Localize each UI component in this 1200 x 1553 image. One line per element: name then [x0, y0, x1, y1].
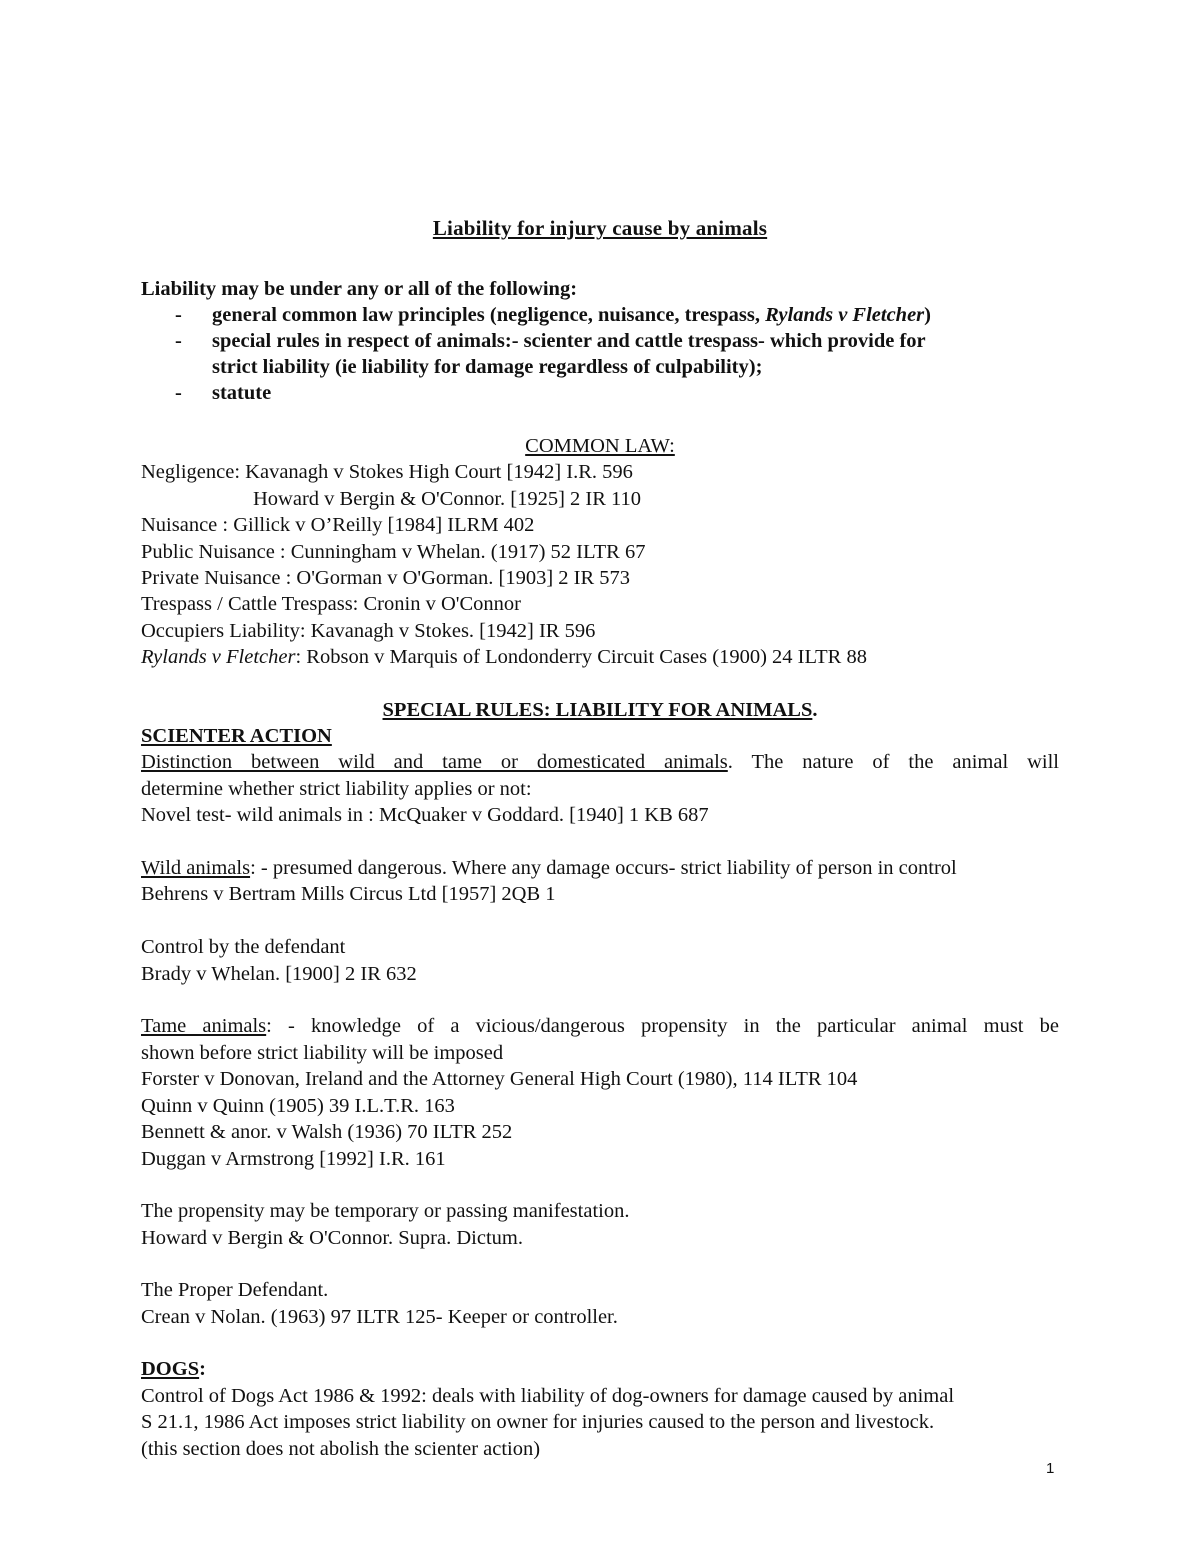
case-line: Bennett & anor. v Walsh (1936) 70 ILTR 252 [141, 1121, 513, 1143]
scienter-heading: SCIENTER ACTION [141, 725, 332, 747]
distinction-line: Distinction between wild and tame or domesticated animals. The nature of the animal will [141, 751, 1059, 773]
case-line: Quinn v Quinn (1905) 39 I.L.T.R. 163 [141, 1095, 455, 1117]
rylands-case-line: Rylands v Fletcher: Robson v Marquis of Londonderry Circuit Cases (1900) 24 ILTR 88 [141, 646, 867, 668]
case-line: Private Nuisance : O'Gorman v O'Gorman. [1903] 2 IR 573 [141, 567, 631, 589]
case-line: Trespass / Cattle Trespass: Cronin v O'Connor [141, 593, 521, 615]
bullet-dash: - [175, 304, 182, 326]
page-number: 1 [1046, 1460, 1055, 1477]
special-rules-heading: SPECIAL RULES: LIABILITY FOR ANIMALS. [382, 699, 818, 721]
wild-animals-line: Wild animals: - presumed dangerous. Where any damage occurs- strict liability of person in control [141, 857, 957, 879]
proper-defendant-line: The Proper Defendant. [141, 1279, 329, 1301]
document-title: Liability for injury cause by animals [432, 216, 768, 240]
tame-animals-line: Tame animals: - knowledge of a vicious/dangerous propensity in the particular animal must be [141, 1015, 1060, 1037]
common-law-heading: COMMON LAW: [525, 435, 675, 457]
case-line: Public Nuisance : Cunningham v Whelan. (1917) 52 ILTR 67 [141, 541, 646, 563]
case-line: Howard v Bergin & O'Connor. Supra. Dictum. [141, 1227, 523, 1249]
case-line: Behrens v Bertram Mills Circus Ltd [1957] 2QB 1 [141, 883, 556, 905]
distinction-continued: determine whether strict liability applies or not: [141, 778, 532, 800]
bullet-dash: - [175, 382, 182, 404]
rylands-italic: Rylands v Fletcher [765, 304, 925, 326]
case-line: Forster v Donovan, Ireland and the Attorney General High Court (1980), 114 ILTR 104 [141, 1068, 858, 1090]
case-line: Occupiers Liability: Kavanagh v Stokes. [1942] IR 596 [141, 620, 596, 642]
case-line: Crean v Nolan. (1963) 97 ILTR 125- Keeper or controller. [141, 1306, 618, 1328]
case-line: Duggan v Armstrong [1992] I.R. 161 [141, 1148, 446, 1170]
tame-continued: shown before strict liability will be imposed [141, 1042, 504, 1064]
case-line: Nuisance : Gillick v O’Reilly [1984] ILRM 402 [141, 514, 535, 536]
dogs-line: Control of Dogs Act 1986 & 1992: deals with liability of dog-owners for damage caused by animal [141, 1385, 955, 1407]
dogs-heading: DOGS: [141, 1358, 206, 1380]
bullet-dash: - [175, 330, 182, 352]
propensity-line: The propensity may be temporary or passing manifestation. [141, 1200, 630, 1222]
case-line: Brady v Whelan. [1900] 2 IR 632 [141, 963, 417, 985]
case-line: Howard v Bergin & O'Connor. [1925] 2 IR 110 [253, 488, 642, 510]
dogs-line: (this section does not abolish the scienter action) [141, 1438, 541, 1460]
novel-test-line: Novel test- wild animals in : McQuaker v Goddard. [1940] 1 KB 687 [141, 804, 709, 826]
dogs-line: S 21.1, 1986 Act imposes strict liability on owner for injuries caused to the person and livestock. [141, 1411, 935, 1433]
case-line: Negligence: Kavanagh v Stokes High Court [1942] I.R. 596 [141, 461, 633, 483]
control-line: Control by the defendant [141, 936, 346, 958]
intro-text: Liability may be under any or all of the following: [141, 278, 578, 300]
